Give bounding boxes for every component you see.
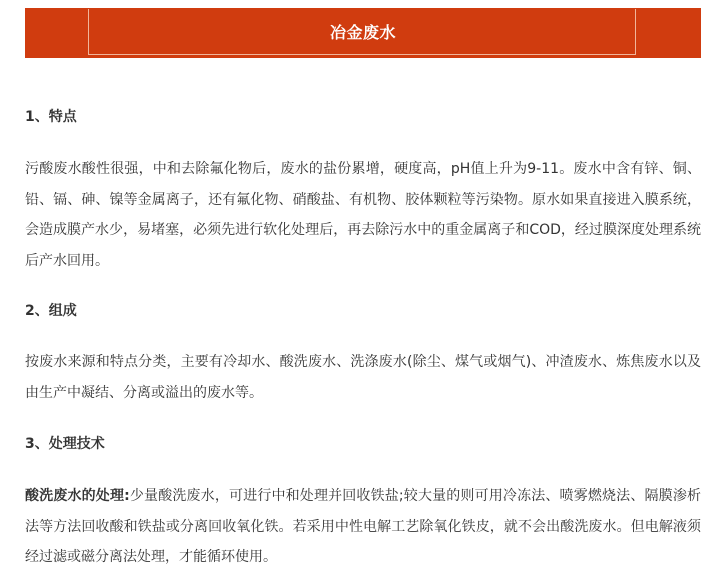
banner-title: 冶金废水 bbox=[329, 23, 396, 42]
section-paragraph-features: 污酸废水酸性很强，中和去除氟化物后，废水的盐份累增，硬度高，pH值上升为9-11。废水中含有锌、铜、铅、镉、砷、镍等金属离子，还有氟化物、硝酸盐、有机物、胶体颗粒等污染物。原水如果直接进入膜系统，会造成膜产水少，易堵塞，必须先进行软化处理后，再去除污水中的重金属离子和COD，经过膜深度处理系统后产水回用。 bbox=[25, 161, 701, 269]
section-heading-treatment: 3、处理技术 bbox=[25, 436, 105, 452]
treatment-lead-label: 酸洗废水的处理: bbox=[25, 488, 130, 504]
section-heading-features: 1、特点 bbox=[25, 109, 77, 125]
section-paragraph-treatment bbox=[25, 481, 701, 573]
article-body bbox=[25, 103, 701, 573]
section-heading-composition: 2、组成 bbox=[25, 303, 77, 319]
section-paragraph-composition: 按废水来源和特点分类，主要有冷却水、酸洗废水、洗涤废水(除尘、煤气或烟气)、冲渣废水、炼焦废水以及由生产中凝结、分离或溢出的废水等。 bbox=[25, 354, 701, 401]
treatment-text: 少量酸洗废水，可进行中和处理并回收铁盐;较大量的则可用冷冻法、喷雾燃烧法、隔膜渗析法等方法回收酸和铁盐或分离回收氧化铁。若采用中性电解工艺除氧化铁皮，就不会出酸洗废水。但电解液须经过滤或磁分离法处理，才能循环使用。 bbox=[25, 488, 701, 565]
section-banner bbox=[25, 8, 701, 58]
